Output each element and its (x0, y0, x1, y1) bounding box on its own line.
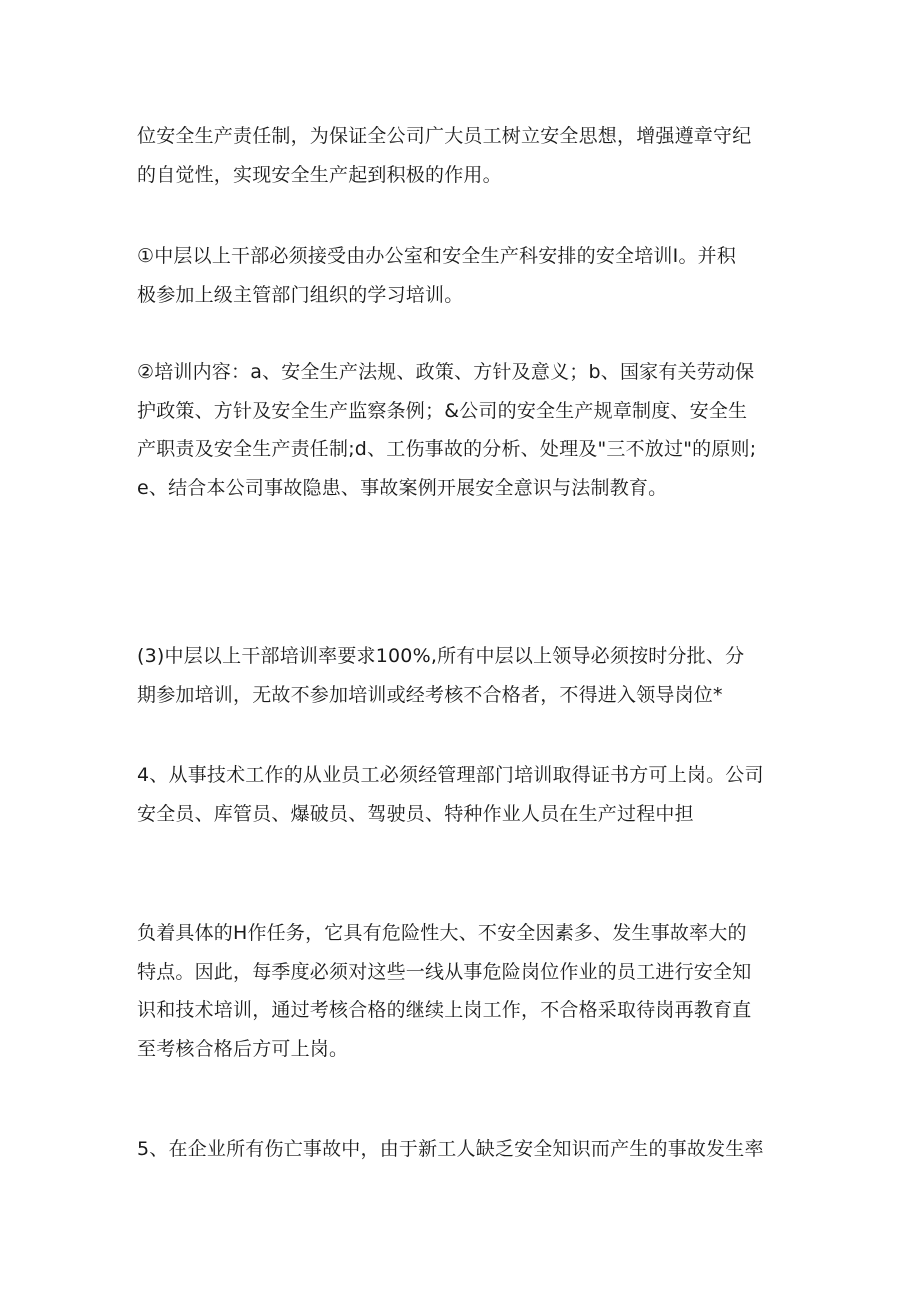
text-line: 期参加培训，无故不参加培训或经考核不合格者，不得进入领导岗位* (137, 683, 723, 706)
text-line: (3)中层以上干部培训率要求100%,所有中层以上领导必须按时分批、分 (137, 645, 745, 667)
text-line: 极参加上级主管部门组织的学习培训。 (137, 283, 464, 306)
paragraph-cadre-training (137, 237, 797, 314)
text-line: 至考核合格后方可上岗。 (137, 1037, 349, 1060)
text-line: 位安全生产责任制，为保证全公司广大员工树立安全思想，增强遵章守纪 (137, 125, 752, 147)
paragraph-training-rate (137, 637, 797, 714)
text-line: 特点。因此，每季度必须对这些一线从事危险岗位作业的员工进行安全知 (137, 960, 752, 983)
text-line: e、结合本公司事故隐患、事故案例开展安全意识与法制教育。 (137, 476, 668, 499)
text-line: 安全员、库管员、爆破员、驾驶员、特种作业人员在生产过程中担 (137, 802, 694, 825)
text-line: 识和技术培训，通过考核合格的继续上岗工作，不合格采取待岗再教育直 (137, 999, 752, 1021)
paragraph-responsibility-system (137, 117, 797, 194)
paragraph-training-content (137, 353, 797, 507)
paragraph-quarterly-training (137, 914, 797, 1068)
text-line: 负着具体的H作任务，它具有危险性大、不安全因素多、发生事故率大的 (137, 922, 747, 944)
paragraph-technical-certification (137, 756, 797, 833)
paragraph-new-worker-accidents (137, 1130, 797, 1169)
text-line: 产职责及安全生产责任制;d、工伤事故的分析、处理及"三不放过"的原则; (137, 438, 757, 460)
text-line: 5、在企业所有伤亡事故中，由于新工人缺乏安全知识而产生的事故发生率 (137, 1138, 764, 1160)
text-line: 4、从事技术工作的从业员工必须经管理部门培训取得证书方可上岗。公司 (137, 764, 764, 786)
text-line: 的自觉性，实现安全生产起到积极的作用。 (137, 163, 502, 186)
text-line: ②培训内容：a、安全生产法规、政策、方针及意义；b、国家有关劳动保 (137, 361, 755, 383)
text-line: 护政策、方针及安全生产监察条例；&公司的安全生产规章制度、安全生 (137, 399, 748, 422)
text-line: ①中层以上干部必须接受由办公室和安全生产科安排的安全培训Ⅰ。并积 (137, 245, 737, 267)
